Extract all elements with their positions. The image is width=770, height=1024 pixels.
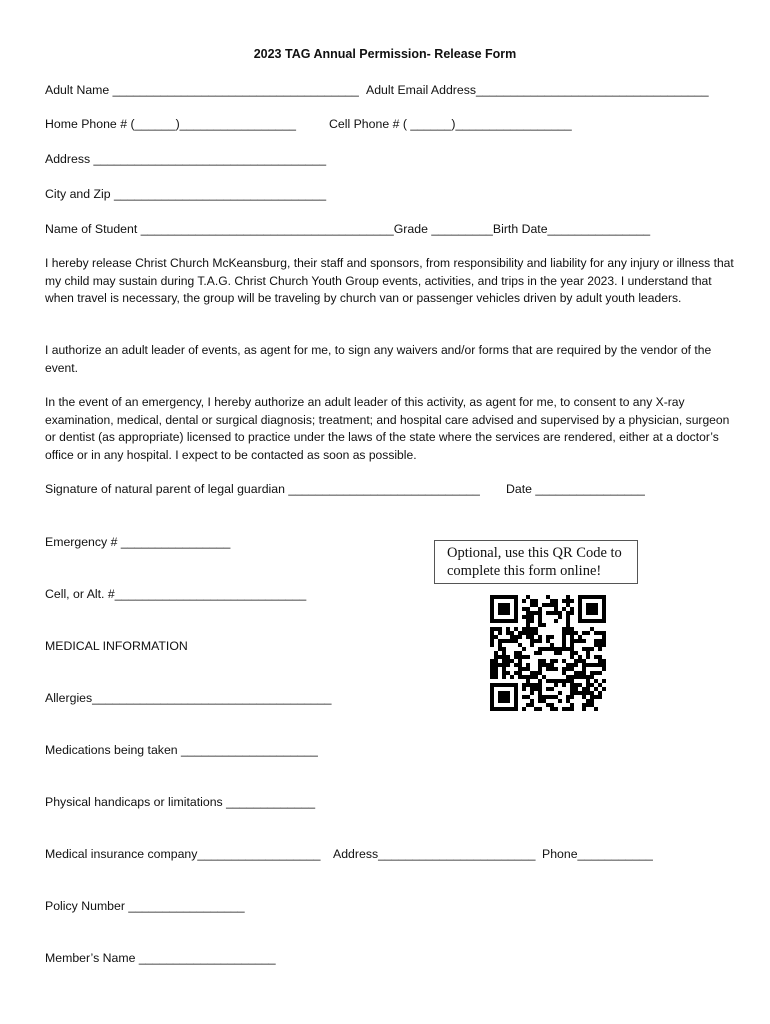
emergency-number-field[interactable]: Emergency # ________________: [45, 535, 231, 549]
city-zip-field[interactable]: City and Zip _______________________________: [45, 187, 327, 201]
signature-date-field[interactable]: Date ________________: [506, 482, 645, 496]
form-title: 2023 TAG Annual Permission- Release Form: [253, 47, 517, 61]
adult-name-field[interactable]: Adult Name ____________________________________: [45, 83, 359, 97]
policy-number-field[interactable]: Policy Number _________________: [45, 899, 245, 913]
insurance-address-field[interactable]: Address_______________________: [333, 847, 536, 861]
qr-note-line2: complete this form online!: [447, 563, 602, 579]
home-phone-field[interactable]: Home Phone # (______)_________________: [45, 117, 296, 131]
allergies-field[interactable]: Allergies___________________________________: [45, 691, 332, 705]
release-paragraph: I hereby release Christ Church McKeansburg, their staff and sponsors, from responsibility and liability for any injury or illness that my child may sustain during T.A.G. Christ Church Youth Group events, activities, and trips in the year 2023. I understand that when travel is necessary, the group will be traveling by church van or passenger vehicles driven by adult youth leaders.: [45, 256, 734, 305]
emergency-paragraph: In the event of an emergency, I hereby authorize an adult leader of this activity, as agent for me, to consent to any X-ray examination, medical, dental or surgical diagnosis; treatment; and hospital care advised and supervised by a physician, surgeon or dentist (as appropriate) licensed to practice under the laws of the state where the services are rendered, either at a doctor’s office or in any hospital. I expect to be contacted as soon as possible.: [45, 395, 730, 462]
insurance-company-field[interactable]: Medical insurance company__________________: [45, 847, 321, 861]
adult-email-field[interactable]: Adult Email Address__________________________________: [366, 83, 709, 97]
authorization-paragraph: I authorize an adult leader of events, as agent for me, to sign any waivers and/or forms that are required by the vendor of the event.: [45, 343, 712, 375]
member-name-field[interactable]: Member’s Name ____________________: [45, 951, 276, 965]
signature-field[interactable]: Signature of natural parent of legal guardian ____________________________: [45, 482, 480, 496]
qr-code-note: [434, 540, 638, 584]
cell-alt-field[interactable]: Cell, or Alt. #____________________________: [45, 587, 307, 601]
insurance-phone-field[interactable]: Phone___________: [542, 847, 653, 861]
student-grade-birthdate-line[interactable]: Name of Student _____________________________________Grade _________Birth Date_______________: [45, 222, 651, 236]
qr-code-icon[interactable]: [490, 595, 606, 711]
address-field[interactable]: Address __________________________________: [45, 152, 327, 166]
cell-phone-field[interactable]: Cell Phone # ( ______)_________________: [329, 117, 572, 131]
qr-note-line1: Optional, use this QR Code to: [447, 545, 622, 561]
handicaps-field[interactable]: Physical handicaps or limitations _____________: [45, 795, 316, 809]
medications-field[interactable]: Medications being taken ____________________: [45, 743, 318, 757]
medical-info-heading: MEDICAL INFORMATION: [45, 639, 188, 653]
